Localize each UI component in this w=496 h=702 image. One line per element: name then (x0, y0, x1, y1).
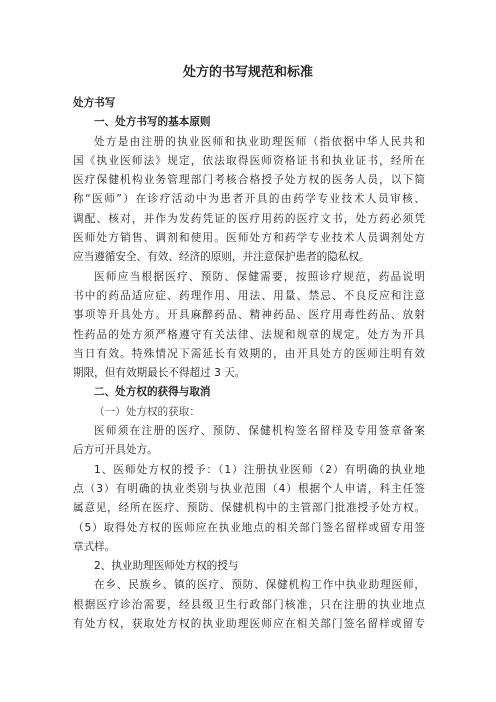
paragraph-line: 调配、核对，并作为发药凭证的医疗用药的医疗文书，处方药必须凭 (73, 212, 425, 225)
paragraph-line: 国《执业医师法》规定，依法取得医师资格证书和执业证书，经所在 (73, 154, 425, 167)
paragraph-line: 有处方权，获取处方权的执业助理医师应在相关部门签名留样或留专 (73, 618, 425, 631)
paragraph-line: 称“医师”）在诊疗活动中为患者开具的由药学专业技术人员审核、 (73, 193, 425, 206)
paragraph-line: 事项等开具处方。开具麻醉药品、精神药品、医疗用毒性药品、放射 (73, 309, 425, 322)
paragraph-line: 1、医师处方权的授予：（1）注册执业医师（2）有明确的执业地 (94, 463, 425, 476)
paragraph-line: 书中的药品适应症、药理作用、用法、用量、禁忌、不良反应和注意 (73, 289, 425, 302)
paragraph-2 (73, 268, 425, 384)
subheading-acquisition: （一）处方权的获取： (94, 405, 200, 418)
item-assistant-rights: 2、执业助理医师处方权的授与 (94, 560, 239, 573)
paragraph-line: 后方可开具处方。 (73, 444, 158, 457)
paragraph-5 (73, 576, 425, 634)
document-title: 处方的书写规范和标准 (182, 65, 313, 80)
paragraph-line: 医师须在注册的医疗、预防、保健机构签名留样及专用签章备案 (94, 425, 425, 438)
paragraph-line: 属意见，经所在医疗、预防、保健机构中的主管部门批准授予处方权。 (73, 502, 425, 515)
paragraph-line: 根据医疗诊治需要，经县级卫生行政部门核准，只在注册的执业地点 (73, 598, 425, 611)
heading-prescription-rights: 二、处方权的获得与取消 (94, 386, 211, 399)
paragraph-3 (73, 422, 425, 461)
paragraph-4 (73, 461, 425, 557)
document-body (73, 94, 425, 634)
section-heading: 处方书写 (73, 97, 116, 109)
paragraph-line: 当日有效。特殊情况下需延长有效期的，由开具处方的医师注明有效 (73, 347, 425, 360)
paragraph-line: 性药品的处方须严格遵守有关法律、法规和规章的规定。处方为开具 (73, 328, 425, 341)
paragraph-line: 在乡、民族乡、镇的医疗、预防、保健机构工作中执业助理医师， (94, 579, 425, 592)
paragraph-line: （5）取得处方权的医师应在执业地点的相关部门签名留样或留专用签 (73, 521, 425, 534)
paragraph-line: 章式样。 (73, 540, 116, 553)
paragraph-line: 医师应当根据医疗、预防、保健需要，按照诊疗规范，药品说明 (94, 270, 425, 283)
heading-basic-principles: 一、处方书写的基本原则 (94, 116, 211, 129)
paragraph-line: 医疗保健机构业务管理部门考核合格授予处方权的医务人员，以下简 (73, 174, 425, 187)
paragraph-line: 医师处方销售、调剂和使用。医师处方和药学专业技术人员调剂处方 (73, 232, 425, 245)
paragraph-line: 处方是由注册的执业医师和执业助理医师（指依据中华人民共和 (94, 135, 425, 148)
paragraph-line: 期限，但有效期最长不得超过 3 天。 (73, 367, 246, 380)
paragraph-line: 应当遵循安全、有效、经济的原则，并注意保护患者的隐私权。 (73, 251, 370, 264)
paragraph-line: 点（3）有明确的执业类别与执业范围（4）根据个人申请，科主任签 (73, 482, 425, 495)
paragraph-1 (73, 133, 425, 268)
